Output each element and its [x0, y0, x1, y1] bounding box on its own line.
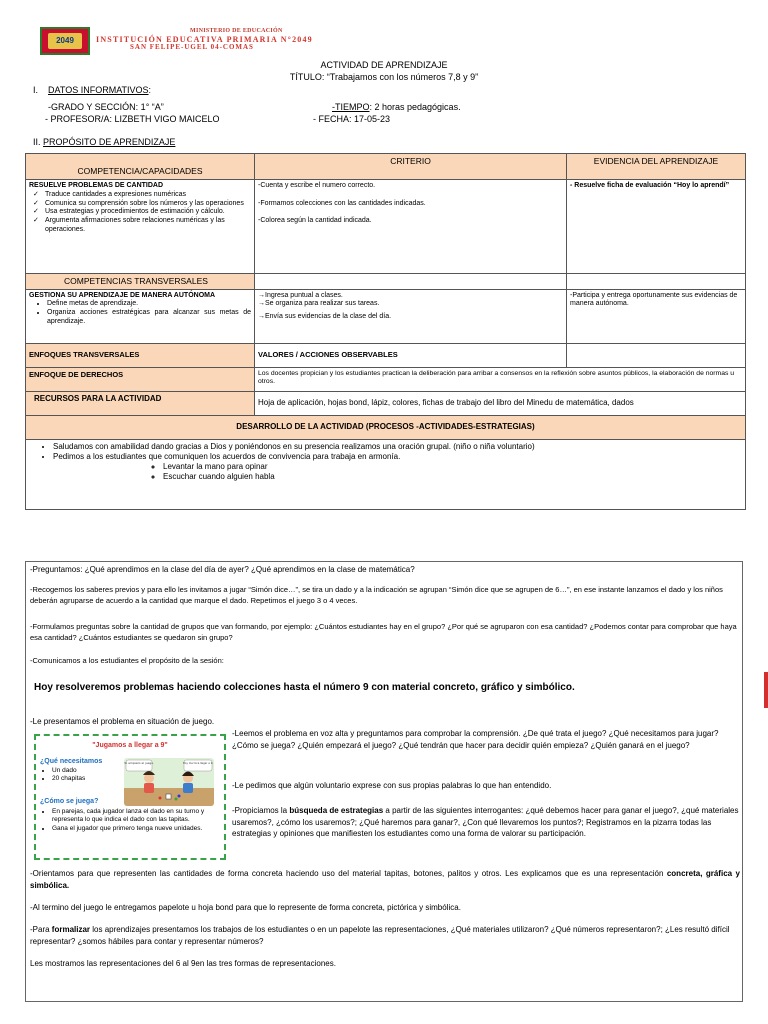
game-how-list	[40, 808, 222, 833]
game-how-item: • En parejas, cada jugador lanza el dado en su turno y representa lo que indica el dado con las tapitas.	[52, 808, 222, 825]
desarrollo-cell	[26, 439, 746, 509]
body-p8-b: formalizar	[51, 925, 91, 934]
transversal-item: • Organiza acciones estratégicas para alcanzar sus metas de aprendizaje.	[47, 309, 251, 327]
body-r3-c: a partir de las siguientes interrogantes: ¿qué debemos hacer para ganar el juego?, ¿qué materiales usaremos?, ¿cómo los usaremos?; ¿Qué haremos para ganar?, ¿Con qué llevaremos los puntos?; Registramos en la pizarra todas las estrategias y opiniones que manifiesten los estudiantes como una forma de valorar su participación.	[232, 806, 739, 839]
game-how-heading: ¿Cómo se juega?	[40, 798, 99, 805]
evidencia-cell: - Resuelve ficha de evaluación “Hoy lo aprendí”	[567, 180, 746, 274]
transversal-title: GESTIONA SU APRENDIZAJE DE MANERA AUTÓNOMA	[29, 291, 216, 299]
enfoques-label: ENFOQUES TRANSVERSALES	[26, 343, 255, 367]
empty-cell	[567, 274, 746, 290]
transversal-cell	[26, 289, 255, 343]
tiempo-field	[332, 102, 461, 112]
body-r3-a: -Propiciamos la	[232, 806, 290, 815]
competencia-cell	[26, 180, 255, 274]
body-r2: -Le pedimos que algún voluntario exprese con sus propias palabras lo que han entendido.	[232, 781, 552, 790]
criterio-cell	[255, 180, 567, 274]
session-purpose: Hoy resolveremos problemas haciendo colecciones hasta el número 9 con material concreto, gráfico y simbólico.	[34, 682, 575, 693]
header-criterio: CRITERIO	[255, 154, 567, 180]
speech-bubble-1: Yo empiezo el juego.	[124, 761, 154, 766]
header-evidencia: EVIDENCIA DEL APRENDIZAJE	[567, 154, 746, 180]
body-p4: -Comunicamos a los estudiantes el propósito de la sesión:	[30, 656, 224, 665]
datos-heading-number: I.	[33, 85, 39, 95]
transversal-criterio-cell	[255, 289, 567, 343]
body-p8	[30, 924, 740, 947]
capacidad-item: ✓ Comunica su comprensión sobre los números y las operaciones	[45, 200, 251, 209]
body-r1: -Leemos el problema en voz alta y preguntamos para comprobar la comprensión. ¿De qué trata el juego? ¿Qué necesitamos para jugar? ¿Cómo se juega? ¿Quién empezará el juego? ¿Qué tendrán que hacer para decidir quién empieza? ¿Quién ganará en el juego?	[232, 729, 719, 750]
planning-table	[25, 153, 746, 510]
body-p6-a: -Orientamos para que representen las cantidades de forma concreta haciendo uso del material tapitas, botones, palitos y otros. Les explicamos que es una representación	[30, 869, 667, 878]
game-card	[34, 734, 226, 860]
ministry-name: MINISTERIO DE EDUCACIÓN	[190, 28, 283, 34]
game-need-heading: ¿Qué necesitamos	[40, 758, 103, 765]
school-logo	[40, 27, 90, 55]
header-competencia: COMPETENCIA/CAPACIDADES	[26, 154, 255, 180]
desarrollo-list	[29, 442, 742, 462]
acuerdos-list	[29, 462, 742, 482]
tiempo-value: : 2 horas pedagógicas.	[369, 102, 461, 112]
criterio-item: -Cuenta y escribe el numero correcto.	[258, 182, 376, 189]
body-p7: -Al termino del juego le entregamos papelote u hoja bond para que lo represente de forma concreta, pictórica y simbólica.	[30, 903, 461, 912]
acuerdo-item: ◦ Levantar la mano para opinar	[163, 462, 742, 472]
derechos-label: ENFOQUE DE DERECHOS	[26, 367, 255, 391]
datos-heading-colon: :	[148, 85, 152, 95]
transversal-criterio: →Envía sus evidencias de la clase del día.	[258, 313, 392, 321]
activity-heading: ACTIVIDAD DE APRENDIZAJE	[320, 60, 448, 70]
body-p6	[30, 868, 740, 891]
acuerdo-item: ◦ Escuchar cuando alguien habla	[163, 472, 742, 482]
children-illustration	[124, 758, 214, 806]
transversal-criterio: →Ingresa puntual a clases.	[258, 291, 343, 299]
datos-heading-text: DATOS INFORMATIVOS	[48, 85, 149, 95]
game-title: "Jugamos a llegar a 9"	[92, 742, 168, 749]
body-p3: -Formulamos preguntas sobre la cantidad de grupos que van formando, por ejemplo: ¿Cuántos estudiantes hay en el grupo? ¿Por qué se agruparon con esa cantidad? ¿Podemos contar para comprobar que haya esa cantidad? ¿Cuántos estudiantes se quedaron sin grupo?	[30, 622, 737, 642]
ugel-name: SAN FELIPE-UGEL 04-COMAS	[130, 43, 254, 51]
valores-label: VALORES / ACCIONES OBSERVABLES	[255, 343, 567, 367]
grado-field: -GRADO Y SECCIÓN: 1° “A”	[48, 102, 164, 112]
empty-cell	[567, 343, 746, 367]
transversal-criterio: →Se organiza para realizar sus tareas.	[258, 300, 380, 308]
empty-cell	[255, 274, 567, 290]
criterio-item: -Formamos colecciones con las cantidades indicadas.	[258, 199, 426, 207]
tiempo-label: -TIEMPO	[332, 102, 370, 112]
page-edge-marker	[764, 672, 768, 708]
capacidad-item: ✓ Traduce cantidades a expresiones numéricas	[45, 191, 251, 200]
transversal-heading: COMPETENCIAS TRANSVERSALES	[26, 274, 255, 290]
body-p5: -Le presentamos el problema en situación de juego.	[30, 717, 215, 726]
body-r3	[232, 805, 740, 840]
transversal-item: • Define metas de aprendizaje.	[47, 300, 251, 309]
body-p8-c: los aprendizajes presentamos los trabajos de los estudiantes o en un papelote las representaciones, ¿Qué materiales utilizaron? ¿Qué números representaron?; ¿Les resultó difícil representar? ¿somos hábiles para contar y representar números?	[30, 925, 730, 946]
body-r3-b: búsqueda de estrategias	[289, 806, 384, 815]
school-name: INSTITUCIÓN EDUCATIVA PRIMARIA N°2049	[96, 35, 313, 44]
competencia-title: RESUELVE PROBLEMAS DE CANTIDAD	[29, 182, 164, 189]
game-need-item: • Un dado	[52, 767, 85, 775]
proposito-heading	[33, 137, 175, 147]
proposito-text: PROPÓSITO DE APRENDIZAJE	[43, 137, 176, 147]
capacidad-item: ✓ Argumenta afirmaciones sobre relaciones numéricas y las operaciones.	[45, 217, 251, 235]
body-p1: -Preguntamos: ¿Qué aprendimos en la clase del día de ayer? ¿Qué aprendimos en la clase de matemática?	[30, 565, 415, 574]
criterio-item: -Colorea según la cantidad indicada.	[258, 217, 372, 224]
transversal-evidencia-cell: -Participa y entrega oportunamente sus evidencias de manera autónoma.	[567, 289, 746, 343]
body-p2: -Recogemos los saberes previos y para ello les invitamos a jugar “Simón dice…”, se tira un dado y a la indicación se agrupan “Simón dice que se agrupen de 6…”, en ese instante lanzamos el dado y los niños deberán agruparse de acuerdo a la cantidad que marque el dado. Repetimos el juego 3 o 4 veces.	[30, 585, 723, 605]
capacidades-list	[29, 191, 251, 235]
game-how-item: • Gana el jugador que primero tenga nueve unidades.	[52, 825, 222, 833]
desarrollo-item: • Saludamos con amabilidad dando gracias a Dios y poniéndonos en su presencia realizamos una oración grupal. (niño o niña voluntario)	[53, 442, 742, 452]
game-need-list	[40, 767, 85, 784]
desarrollo-item: • Pedimos a los estudiantes que comuniquen los acuerdos de convivencia para trabaja en armonía.	[53, 452, 742, 462]
activity-title: TÍTULO: “Trabajamos con los números 7,8 y 9”	[289, 72, 479, 82]
capacidad-item: ✓ Usa estrategias y procedimientos de estimación y cálculo.	[45, 208, 251, 217]
transversal-list	[29, 300, 251, 326]
recursos-text: Hoja de aplicación, hojas bond, lápiz, colores, fichas de trabajo del libro del Minedu de matemática, dados	[255, 391, 746, 415]
derechos-text: Los docentes propician y los estudiantes practican la deliberación para arribar a consensos en la reflexión sobre asuntos públicos, la elaboración de normas u otros.	[255, 367, 746, 391]
recursos-label: RECURSOS PARA LA ACTIVIDAD	[26, 391, 255, 415]
children-playing-icon	[124, 758, 214, 806]
speech-bubble-2: Hoy me toca llegar a 9.	[182, 762, 214, 766]
profesora-field: - PROFESOR/A: LIZBETH VIGO MAICELO	[45, 114, 220, 124]
body-p8-a: -Para	[30, 925, 52, 934]
logo-text: 2049	[48, 33, 82, 49]
body-p9: Les mostramos las representaciones del 6 al 9en las tres formas de representaciones.	[30, 959, 336, 968]
body-p6-b: concreta, gráfica y simbólica.	[30, 869, 740, 890]
datos-heading	[33, 85, 151, 95]
proposito-number: II.	[33, 137, 41, 147]
game-need-item: • 20 chapitas	[52, 775, 85, 783]
fecha-field: - FECHA: 17-05-23	[313, 114, 391, 124]
desarrollo-heading: DESARROLLO DE LA ACTIVIDAD (PROCESOS -ACTIVIDADES-ESTRATEGIAS)	[26, 415, 746, 439]
